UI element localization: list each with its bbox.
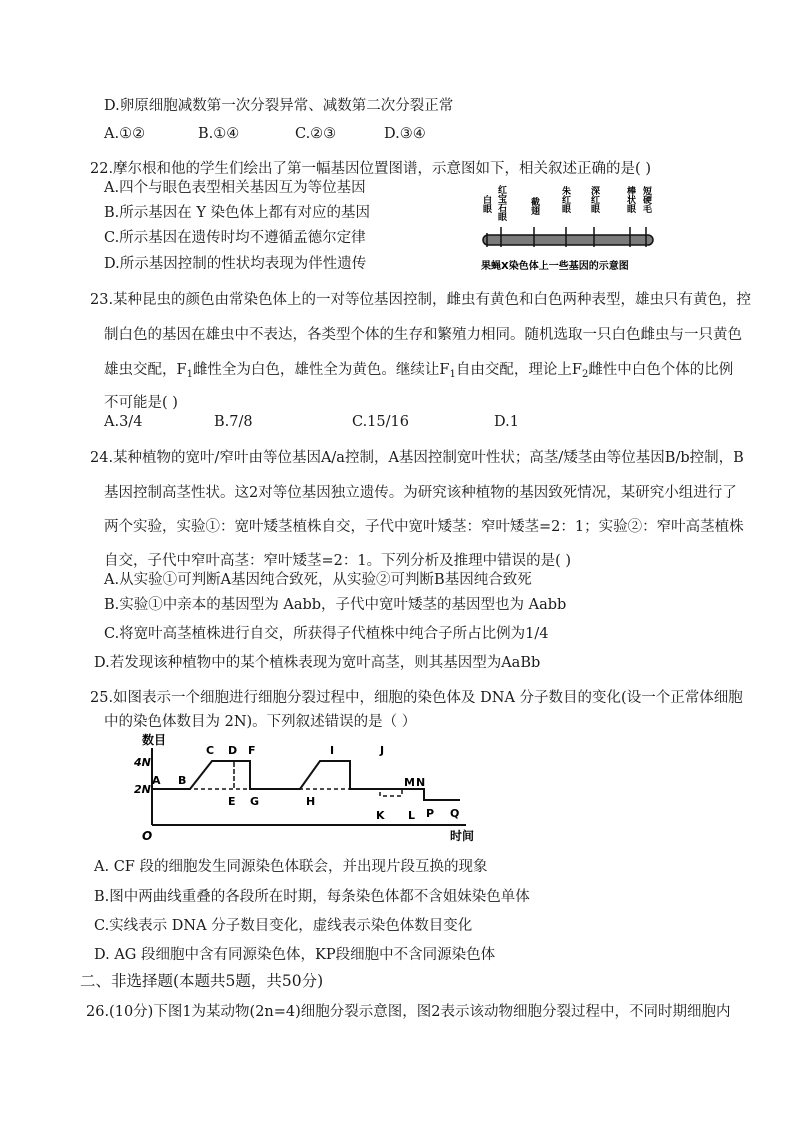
gene-label-carmine-eye: 深红眼 [589,186,599,213]
chromosome-dna-graph [134,730,480,843]
point-label-e: E [228,795,236,808]
q24-option-d: D.若发现该种植物中的某个植株表现为宽叶高茎，则其基因型为AaBb [94,655,541,671]
gene-map-figure [470,183,670,275]
q24-line1: 24.某种植物的宽叶/窄叶由等位基因A/a控制，A基因控制宽叶性状；高茎/矮茎由等位基因B/b控制，B [90,450,744,466]
q23-line2: 制白色的基因在雄虫中不表达，各类型个体的生存和繁殖力相同。随机选取一只白色雌虫与一只黄色 [104,327,742,343]
q22-stem: 22.摩尔根和他的学生们绘出了第一幅基因位置图谱，示意图如下，相关叙述正确的是( ) [90,161,651,177]
q26-line1: 26.(10分)下图1为某动物(2n=4)细胞分裂示意图，图2表示该动物细胞分裂过程中，不同时期细胞内 [86,1004,731,1020]
q23-f1-subscript-2: 1 [449,369,456,380]
q24-option-c: C.将宽叶高茎植株进行自交，所获得子代植株中纯合子所占比例为1/4 [104,626,549,642]
q23-line3-part-d: 雌性中白色个体的比例 [588,362,734,378]
point-label-g: G [250,795,260,808]
point-label-p: P [426,807,435,820]
origin-label: O [142,829,153,843]
gene-map-caption: 果蝇X染色体上一些基因的示意图 [481,261,629,272]
q24-line3: 两个实验，实验①：宽叶矮茎植株自交，子代中宽叶矮茎：窄叶矮茎=2：1；实验②：窄叶高茎植株 [104,519,744,535]
q22-option-b: B.所示基因在 Y 染色体上都有对应的基因 [104,205,371,221]
q23-line3-part-b: 雌性全为白色，雄性全为黄色。继续让F [192,362,450,378]
q25-option-c: C.实线表示 DNA 分子数目变化，虚线表示染色体数目变化 [94,918,473,934]
q23-choice-d: D.1 [494,414,519,430]
tick-label-4n: 4N [134,756,151,769]
q23-line3-part-a: 雄虫交配，F [104,362,187,378]
q22-option-c: C.所示基因在遗传时均不遵循孟德尔定律 [104,230,366,246]
point-label-h: H [306,795,316,808]
q23-line1: 23.某种昆虫的颜色由常染色体上的一对等位基因控制，雌虫有黄色和白色两种表型，雄虫只有黄色，控 [90,292,752,308]
tick-label-2n: 2N [134,783,151,796]
point-label-c: C [206,744,215,757]
q23-line4: 不可能是( ) [104,395,178,411]
q22-option-d: D.所示基因控制的性状均表现为伴性遗传 [104,256,367,272]
y-axis-label: 数目 [142,733,167,747]
q24-option-b: B.实验①中亲本的基因型为 Aabb，子代中宽叶矮茎的基因型也为 Aabb [104,597,567,613]
point-label-d: D [228,744,238,757]
q25-option-b: B.图中两曲线重叠的各段所在时期，每条染色体都不含姐妹染色单体 [94,889,530,905]
q24-option-a: A.从实验①可判断A基因纯合致死，从实验②可判断B基因纯合致死 [104,572,532,588]
point-label-f: F [248,744,256,757]
point-label-a: A [152,774,161,787]
gene-label-bar-eye: 棒状眼 [625,186,635,213]
q23-f1-subscript: 1 [186,369,193,380]
q21-choice-a: A.①② [104,126,146,142]
q21-choice-c: C.②③ [295,126,337,142]
q25-line1: 25.如图表示一个细胞进行细胞分裂过程中，细胞的染色体及 DNA 分子数目的变化(设一个正常体细胞 [90,690,743,706]
q25-option-a: A. CF 段的细胞发生同源染色体联会，并出现片段互换的现象 [94,859,488,875]
point-label-n: N [416,776,426,789]
q25-line2: 中的染色体数目为 2N)。下列叙述错误的是（ ） [104,714,417,730]
q22-option-a: A.四个与眼色表型相关基因互为等位基因 [104,180,366,196]
q21-choice-d: D.③④ [384,126,426,142]
gene-label-ruby-eye: 红宝石眼 [496,185,506,221]
gene-label-white-eye: 白眼 [481,195,491,213]
point-label-q: Q [450,807,460,820]
q21-choice-b: B.①④ [198,126,240,142]
q23-line3-part-c: 自由交配，理论上F [455,362,582,378]
q23-line3 [104,360,733,385]
q24-line4: 自交，子代中窄叶高茎：窄叶矮茎=2：1。下列分析及推理中错误的是( ) [104,553,572,569]
gene-label-cut-wing: 截翅 [529,197,539,215]
point-label-l: L [408,809,416,822]
gene-label-bristle: 短硬毛 [641,186,651,213]
x-axis-label: 时间 [450,829,475,843]
section-2-heading: 二、非选择题(本题共5题，共50分) [80,972,324,990]
point-label-i: I [330,744,335,757]
point-label-j: J [380,744,385,757]
chromosome-bar [483,235,653,245]
q21-option-d: D.卵原细胞减数第一次分裂异常、减数第二次分裂正常 [104,98,454,114]
gene-label-vermilion-eye: 朱红眼 [560,186,570,213]
point-label-k: K [376,809,385,822]
q23-choice-b: B.7/8 [214,414,253,430]
q25-option-d: D. AG 段细胞中含有同源染色体，KP段细胞中不含同源染色体 [94,947,496,963]
point-label-b: B [178,774,187,787]
point-label-m: M [404,776,415,789]
q23-f2-subscript: 2 [581,369,589,380]
q24-line2: 基因控制高茎性状。这2对等位基因独立遗传。为研究该种植物的基因致死情况，某研究小组进行了 [104,485,737,501]
q23-choice-a: A.3/4 [104,414,143,430]
q23-choice-c: C.15/16 [352,414,409,430]
